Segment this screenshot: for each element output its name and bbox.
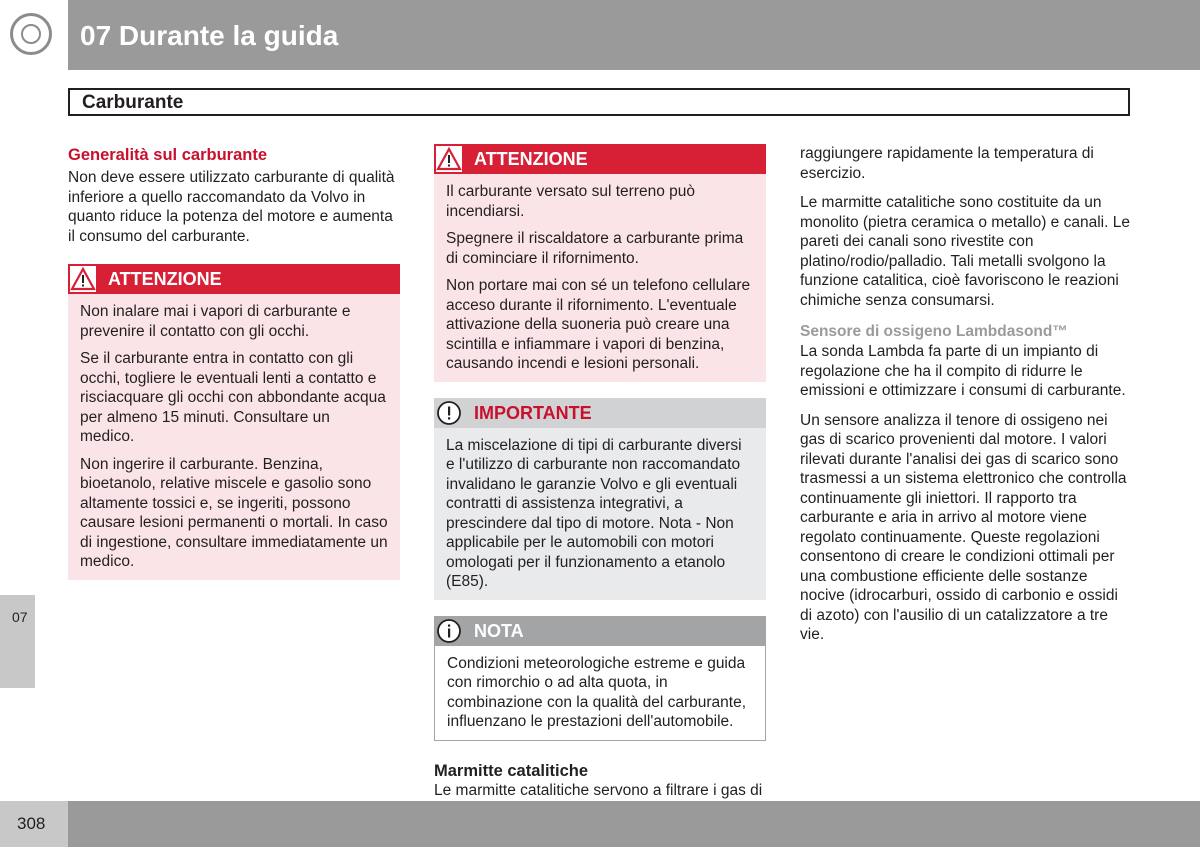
page-number: 308 — [17, 814, 46, 833]
catalyst-description: Le marmitte catalitiche sono costituite da un monolito (pietra ceramica o metallo) e canali. Le pareti dei canali sono rivestite con platino/rodio/palladio. Tali metalli svolgono la funzione catalitica, cioè favoriscono le reazioni chimiche senza consumarsi. — [800, 194, 1130, 309]
warning-paragraph: Non inalare mai i vapori di carburante e prevenire il contatto con gli occhi. — [80, 303, 351, 340]
lambda-detail: Un sensore analizza il tenore di ossigeno nei gas di scarico provenienti dal motore. I valori rilevati durante l'analisi dei gas di scarico sono trasmessi a un sistema elettronico che controlla continuamente gli iniettori. Il rapporto tra carburante e aria in arrivo al motore viene regolato continuamente. Queste regolazioni consentono di creare le condizioni ottimali per una combustione efficiente delle sostanze nocive (idrocarburi, ossido di carbonio e ossidi di azoto) con l'ausilio di un catalizzatore a tre vie. — [800, 411, 1127, 643]
logo-area — [0, 0, 68, 70]
warning-header — [434, 144, 766, 174]
warning-triangle-icon — [70, 266, 96, 292]
heading-fuel-general: Generalità sul carburante — [68, 146, 267, 164]
warning-body — [434, 174, 766, 382]
catalytic-intro: Le marmitte catalitiche servono a filtrare i gas di — [434, 781, 763, 799]
important-box — [434, 398, 766, 600]
warning-box-1 — [68, 264, 400, 580]
section-title: Carburante — [82, 92, 184, 113]
warning-title: ATTENZIONE — [108, 269, 222, 289]
column-1 — [68, 144, 400, 596]
footer-bar — [68, 801, 1200, 847]
note-title: NOTA — [474, 620, 524, 641]
warning-paragraph: Il carburante versato sul terreno può incendiarsi. — [446, 183, 695, 220]
page-number-box — [0, 801, 68, 847]
chapter-side-tab — [0, 595, 35, 688]
heading-catalytic-converters: Marmitte catalitiche — [434, 761, 589, 780]
important-body — [434, 428, 766, 600]
continuation-text: raggiungere rapidamente la temperatura di esercizio. — [800, 145, 1094, 182]
steering-wheel-icon — [10, 13, 52, 55]
important-text: La miscelazione di tipi di carburante diversi e l'utilizzo di carburante non raccomandato invalidano le garanzie Volvo e gli eventuali contratti di assistenza integrativi, a prescindere dal tipo di motore. Nota - Non applicabile per le automobili con motori omologati per il funzionamento a etanolo (E85). — [446, 436, 742, 590]
info-circle-icon — [436, 618, 462, 644]
note-body — [434, 646, 766, 741]
section-header — [68, 88, 1130, 116]
lambda-intro: La sonda Lambda fa parte di un impianto di regolazione che ha il compito di ridurre le emissioni e ottimizzare i consumi di carburante. — [800, 343, 1126, 399]
warning-paragraph: Se il carburante entra in contatto con gli occhi, togliere le eventuali lenti a contatto e risciacquare gli occhi con abbondante acqua per almeno 15 minuti. Consultare un medico. — [80, 350, 386, 445]
exclamation-circle-icon — [436, 400, 462, 426]
important-header — [434, 398, 766, 428]
side-tab-label: 07 — [12, 609, 28, 625]
note-text: Condizioni meteorologiche estreme e guida con rimorchio o ad alta quota, in combinazione con la qualità del carburante, influenzano le prestazioni dell'automobile. — [447, 654, 746, 730]
column-3 — [800, 144, 1132, 655]
warning-paragraph: Spegnere il riscaldatore a carburante prima di cominciare il rifornimento. — [446, 230, 744, 267]
warning-paragraph: Non portare mai con sé un telefono cellulare acceso durante il rifornimento. L'eventuale attivazione della suoneria può creare una scintilla e infiammare i vapori di benzina, causando incendi e lesioni personali. — [446, 277, 751, 372]
chapter-title: 07 Durante la guida — [80, 20, 339, 51]
note-box — [434, 616, 766, 741]
column-2 — [434, 144, 766, 830]
warning-triangle-icon — [436, 146, 462, 172]
warning-header — [68, 264, 400, 294]
warning-box-2 — [434, 144, 766, 382]
intro-paragraph: Non deve essere utilizzato carburante di qualità inferiore a quello raccomandato da Volvo in quanto riduce la potenza del motore e aumenta il consumo del carburante. — [68, 169, 395, 245]
heading-oxygen-sensor: Sensore di ossigeno Lambdasond™ — [800, 323, 1068, 340]
note-header — [434, 616, 766, 646]
important-title: IMPORTANTE — [474, 402, 592, 423]
header-bar — [68, 0, 1200, 70]
warning-title: ATTENZIONE — [474, 149, 588, 169]
warning-body — [68, 294, 400, 580]
warning-paragraph: Non ingerire il carburante. Benzina, bioetanolo, relative miscele e gasolio sono altamente tossici e, se ingeriti, possono causare lesioni permanenti o mortali. In caso di ingestione, consultare immediatamente un medico. — [80, 455, 388, 570]
